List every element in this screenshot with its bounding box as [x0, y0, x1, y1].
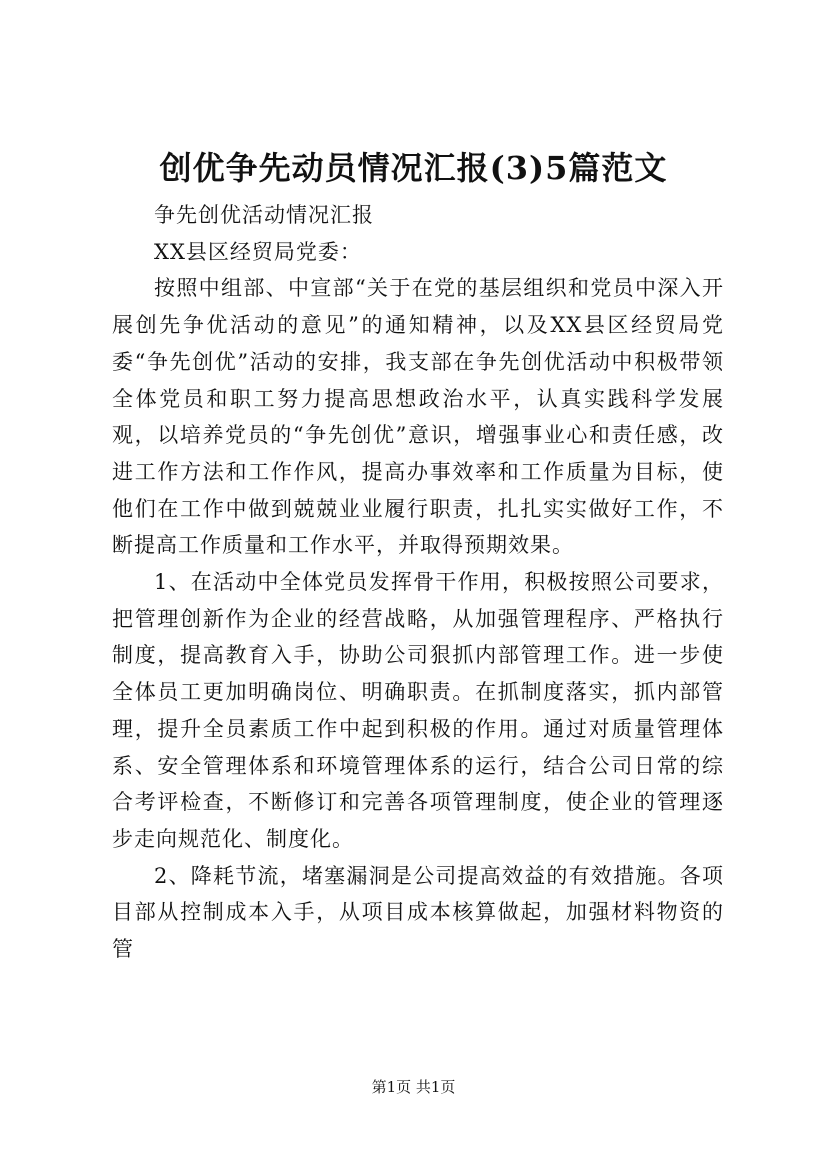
paragraph-intro: 按照中组部、中宣部“关于在党的基层组织和党员中深入开展创先争优活动的意见”的通知精神，以及XX县区经贸局党委“争先创优”活动的安排，我支部在争先创优活动中积极带领全体党员和职工努力提高思想政治水平，认真实践科学发展观，以培养党员的“争先创优”意识，增强事业心和责任感，改进工作方法和工作作风，提高办事效率和工作质量为目标，使他们在工作中做到兢兢业业履行职责，扎扎实实做好工作，不断提高工作质量和工作水平，并取得预期效果。	[112, 276, 724, 558]
paragraph-subtitle: 争先创优活动情况汇报	[154, 203, 374, 227]
paragraph-point-2: 2、降耗节流，堵塞漏洞是公司提高效益的有效措施。各项目部从控制成本入手，从项目成本核算做起，加强材料物资的管	[112, 863, 724, 962]
document-title: 创优争先动员情况汇报(3)5篇范文	[159, 149, 668, 187]
page-number-footer: 第1页 共1页	[371, 1078, 456, 1096]
paragraph-salutation: XX县区经贸局党委：	[154, 239, 362, 264]
paragraph-point-1: 1、在活动中全体党员发挥骨干作用，积极按照公司要求，把管理创新作为企业的经营战略，从加强管理程序、严格执行制度，提高教育入手，协助公司狠抓内部管理工作。进一步使全体员工更加明确岗位、明确职责。在抓制度落实，抓内部管理，提升全员素质工作中起到积极的作用。通过对质量管理体系、安全管理体系和环境管理体系的运行，结合公司日常的综合考评检查，不断修订和完善各项管理制度，使企业的管理逐步走向规范化、制度化。	[112, 570, 724, 851]
document-body	[112, 197, 724, 968]
